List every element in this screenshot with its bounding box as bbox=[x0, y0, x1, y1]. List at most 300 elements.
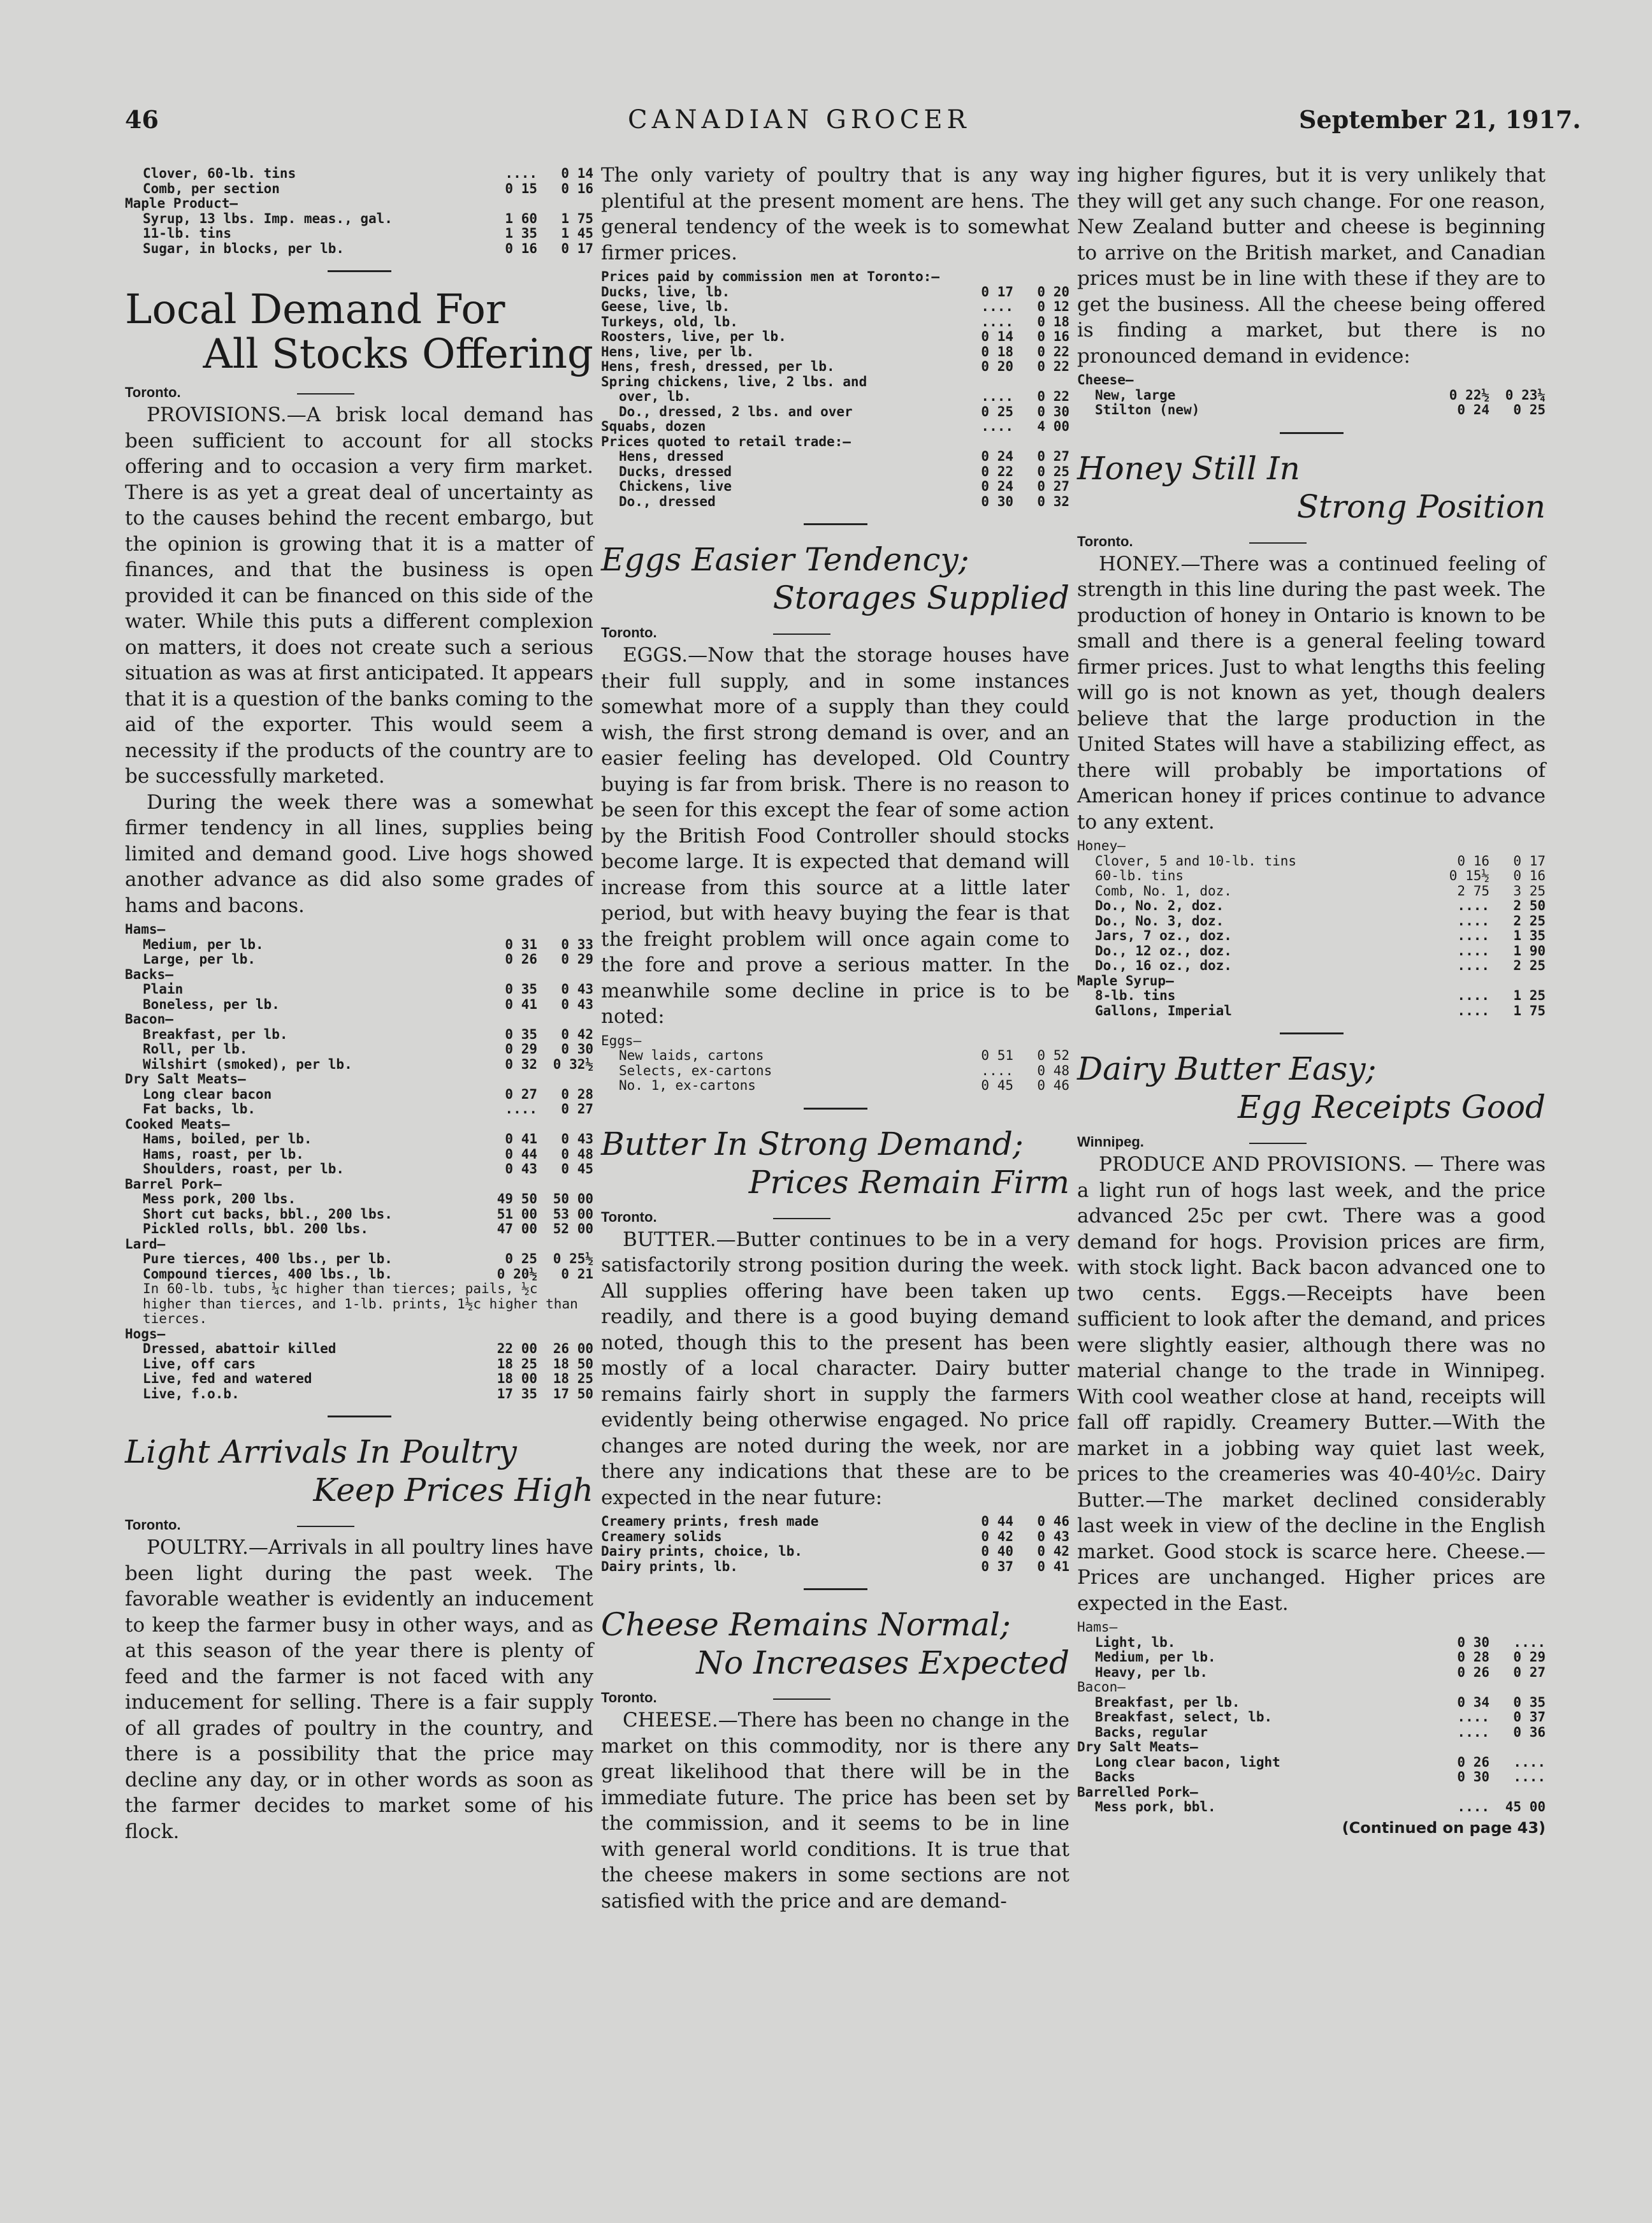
table-row bbox=[125, 242, 593, 257]
row-label: Creamery prints, fresh made bbox=[601, 1514, 819, 1529]
row-label: Geese, live, lb. bbox=[601, 300, 730, 314]
row-value-high bbox=[1495, 1680, 1546, 1695]
row-value-low: .... bbox=[981, 314, 1013, 329]
table-row bbox=[601, 315, 1069, 330]
row-value-low bbox=[962, 375, 1018, 390]
row-value-low: 0 16 bbox=[1457, 853, 1489, 869]
row-value-low: 0 25 bbox=[505, 1251, 537, 1266]
table-row bbox=[1077, 1755, 1546, 1770]
row-label: Do., 12 oz., doz. bbox=[1095, 943, 1232, 959]
row-value-low: 0 44 bbox=[981, 1514, 1013, 1529]
row-label: Honey— bbox=[1077, 839, 1126, 853]
price-table bbox=[125, 166, 593, 256]
row-value-high bbox=[1495, 974, 1546, 989]
table-row bbox=[1077, 839, 1546, 854]
row-value-low: 0 42 bbox=[981, 1528, 1013, 1544]
row-value-high: 0 43 bbox=[561, 1131, 593, 1147]
row-label: Do., No. 2, doz. bbox=[1095, 899, 1224, 913]
price-table bbox=[1077, 373, 1546, 418]
table-row bbox=[125, 1342, 593, 1357]
dateline: Toronto. bbox=[125, 384, 593, 402]
row-value-low: .... bbox=[1457, 913, 1489, 929]
table-row bbox=[601, 375, 1069, 390]
table-row bbox=[1077, 914, 1546, 929]
headline: Light Arrivals In Poultry Keep Prices High bbox=[125, 1433, 593, 1509]
row-value-low: 0 40 bbox=[981, 1544, 1013, 1559]
row-label: Comb, No. 1, doz. bbox=[1095, 883, 1232, 899]
table-row bbox=[1077, 373, 1546, 388]
row-value-low: 0 28 bbox=[1457, 1649, 1489, 1665]
table-row bbox=[601, 495, 1069, 510]
row-label: Do., No. 3, doz. bbox=[1095, 913, 1224, 929]
row-value-high: 0 22 bbox=[1037, 344, 1069, 359]
article-body: The only variety of poultry that is any way plentiful at the present moment are hens. The general tendency of the week is to somewhat firmer prices. bbox=[601, 164, 1069, 264]
row-value-low bbox=[962, 1034, 1018, 1049]
table-row bbox=[125, 1357, 593, 1372]
row-label: Pure tierces, 400 lbs., per lb. bbox=[143, 1252, 393, 1266]
row-value-low: .... bbox=[981, 389, 1013, 404]
row-value-low: .... bbox=[505, 1101, 537, 1117]
row-label: Hens, dressed bbox=[619, 449, 724, 464]
row-value-high: 0 23¼ bbox=[1505, 387, 1546, 403]
page-number: 46 bbox=[125, 105, 159, 134]
row-value-high: .... bbox=[1513, 1754, 1546, 1770]
row-value-low: 0 24 bbox=[981, 479, 1013, 494]
row-value-high: 0 43 bbox=[1037, 1528, 1069, 1544]
row-value-high: 0 46 bbox=[1037, 1078, 1069, 1093]
row-value-high: 0 27 bbox=[1037, 449, 1069, 464]
row-label: over, lb. bbox=[619, 389, 692, 404]
row-value-low: 0 32 bbox=[505, 1056, 537, 1072]
table-row bbox=[125, 1012, 593, 1027]
headline: Local Demand For All Stocks Offering bbox=[125, 286, 593, 378]
table-row bbox=[601, 1530, 1069, 1545]
row-label: Live, off cars bbox=[143, 1356, 256, 1372]
row-value-high bbox=[542, 1072, 593, 1087]
row-value-low: 0 35 bbox=[505, 1026, 537, 1042]
row-value-high: 0 32 bbox=[1037, 493, 1069, 509]
row-value-high: 0 16 bbox=[561, 180, 593, 196]
row-value-low: 47 00 bbox=[496, 1221, 537, 1236]
row-value-low: 49 50 bbox=[496, 1191, 537, 1206]
table-row bbox=[1077, 1800, 1546, 1815]
table-row bbox=[1077, 1680, 1546, 1695]
row-label: Chickens, live bbox=[619, 479, 732, 494]
row-value-low: 0 41 bbox=[505, 1131, 537, 1147]
row-value-low: .... bbox=[1457, 928, 1489, 943]
table-row bbox=[125, 1087, 593, 1103]
table-row bbox=[1077, 1635, 1546, 1651]
row-value-low: .... bbox=[981, 299, 1013, 314]
row-value-low: 0 43 bbox=[505, 1161, 537, 1177]
row-value-low: .... bbox=[1457, 898, 1489, 913]
row-value-low: 0 20 bbox=[981, 359, 1013, 374]
table-row bbox=[125, 182, 593, 197]
row-label: Mess pork, bbl. bbox=[1095, 1800, 1216, 1814]
row-value-low: 0 29 bbox=[505, 1041, 537, 1057]
row-value-low: 0 26 bbox=[1457, 1664, 1489, 1680]
table-row bbox=[601, 449, 1069, 465]
table-row bbox=[125, 196, 593, 212]
row-label: Hens, fresh, dressed, per lb. bbox=[601, 359, 835, 374]
row-label: Boneless, per lb. bbox=[143, 997, 280, 1012]
row-value-high: 4 00 bbox=[1037, 419, 1069, 434]
table-row bbox=[601, 1514, 1069, 1530]
row-label: Long clear bacon bbox=[143, 1087, 272, 1102]
row-value-low: 18 00 bbox=[496, 1371, 537, 1386]
row-value-high bbox=[1018, 375, 1069, 390]
row-value-high bbox=[542, 967, 593, 983]
row-value-high: 0 27 bbox=[561, 1101, 593, 1117]
row-value-high bbox=[1018, 435, 1069, 450]
row-value-low bbox=[486, 922, 542, 938]
row-value-high: 2 25 bbox=[1513, 913, 1546, 929]
price-table bbox=[601, 1034, 1069, 1094]
row-label: Hams— bbox=[1077, 1620, 1118, 1635]
dateline: Toronto. bbox=[601, 625, 1069, 642]
row-label: Heavy, per lb. bbox=[1095, 1665, 1208, 1680]
table-row bbox=[125, 967, 593, 983]
row-label: Creamery solids bbox=[601, 1529, 722, 1544]
row-value-high: 0 45 bbox=[561, 1161, 593, 1177]
row-value-high: 52 00 bbox=[553, 1221, 593, 1236]
row-label: Cooked Meats— bbox=[125, 1117, 230, 1132]
row-value-low: .... bbox=[1457, 943, 1489, 959]
row-label: Dairy prints, lb. bbox=[601, 1559, 738, 1574]
table-row bbox=[1077, 1665, 1546, 1681]
column-3 bbox=[1077, 163, 1546, 1837]
row-value-low: .... bbox=[981, 1062, 1013, 1078]
table-row bbox=[1077, 403, 1546, 418]
row-value-low: 0 24 bbox=[981, 449, 1013, 464]
row-value-low: 0 30 bbox=[1457, 1769, 1489, 1785]
row-label: Pickled rolls, bbl. 200 lbs. bbox=[143, 1222, 369, 1236]
row-label: Breakfast, per lb. bbox=[143, 1027, 288, 1042]
row-label: Bacon— bbox=[125, 1012, 173, 1027]
row-label: Stilton (new) bbox=[1095, 403, 1200, 417]
row-label: Roosters, live, per lb. bbox=[601, 329, 786, 344]
table-row bbox=[125, 938, 593, 953]
row-value-high: 1 45 bbox=[561, 226, 593, 241]
row-value-low: 0 35 bbox=[505, 981, 537, 997]
row-value-high: 1 75 bbox=[1513, 1003, 1546, 1018]
row-value-high: 0 30 bbox=[1037, 403, 1069, 419]
table-row bbox=[125, 1072, 593, 1087]
table-row bbox=[1077, 1785, 1546, 1800]
row-value-low: 1 60 bbox=[505, 210, 537, 226]
table-row bbox=[125, 1132, 593, 1147]
row-value-low: 0 25 bbox=[981, 403, 1013, 419]
row-value-high: 0 16 bbox=[1513, 868, 1546, 883]
row-value-high: 45 00 bbox=[1505, 1799, 1546, 1814]
row-value-low: 51 00 bbox=[496, 1206, 537, 1222]
row-value-high: 0 48 bbox=[1037, 1062, 1069, 1078]
table-row bbox=[125, 1147, 593, 1162]
column-2 bbox=[601, 163, 1069, 1914]
row-value-high: 26 00 bbox=[553, 1341, 593, 1356]
table-row bbox=[125, 1057, 593, 1073]
row-value-low bbox=[486, 1177, 542, 1192]
row-value-high: 0 29 bbox=[1513, 1649, 1546, 1665]
table-row bbox=[125, 997, 593, 1013]
row-value-low: 1 35 bbox=[505, 226, 537, 241]
row-value-low: 0 30 bbox=[981, 493, 1013, 509]
table-row bbox=[1077, 854, 1546, 869]
row-label: Selects, ex-cartons bbox=[619, 1063, 772, 1078]
headline: Eggs Easier Tendency; Storages Supplied bbox=[601, 541, 1069, 616]
table-row bbox=[601, 359, 1069, 375]
row-value-low: 0 15 bbox=[505, 180, 537, 196]
row-value-low: 0 51 bbox=[981, 1048, 1013, 1063]
table-row bbox=[125, 1117, 593, 1133]
row-value-low: .... bbox=[1457, 1709, 1489, 1725]
row-label: Spring chickens, live, 2 lbs. and bbox=[601, 374, 867, 389]
row-value-high bbox=[1495, 373, 1546, 388]
row-value-high: 0 25 bbox=[1037, 463, 1069, 479]
table-row bbox=[125, 212, 593, 227]
row-label: Do., 16 oz., doz. bbox=[1095, 959, 1232, 973]
row-value-high: 0 25½ bbox=[553, 1251, 593, 1266]
table-row bbox=[125, 1102, 593, 1117]
row-value-high: 1 35 bbox=[1513, 928, 1546, 943]
issue-date: September 21, 1917. bbox=[1299, 105, 1581, 134]
dateline: Toronto. bbox=[601, 1209, 1069, 1227]
row-value-low: .... bbox=[981, 419, 1013, 434]
row-label: Hogs— bbox=[125, 1326, 166, 1342]
row-value-high: 0 20 bbox=[1037, 284, 1069, 300]
row-label: Clover, 5 and 10-lb. tins bbox=[1095, 853, 1297, 869]
table-row bbox=[125, 226, 593, 242]
row-label: Plain bbox=[143, 982, 184, 997]
row-value-high: 0 30 bbox=[561, 1041, 593, 1057]
row-value-low bbox=[486, 1012, 542, 1027]
row-value-low: 0 20½ bbox=[496, 1266, 537, 1282]
table-row bbox=[1077, 929, 1546, 944]
article-body: EGGS.—Now that the storage houses have their full supply, and in some instances somewhat more of a supply than they could wish, the first strong demand is over, and an easier feeling has developed. Old Country buying is far from brisk. There is no reason to be seen for this except the fear of some action by the British Food Controller should stocks become large. It is expected that demand will increase from this source at a little later period, but with heavy buying the fear is that the freight problem will once again come to the fore and prove a serious matter. In the meanwhile some decline in price is to be noted: bbox=[601, 644, 1069, 1028]
section-rule bbox=[328, 1416, 391, 1417]
row-value-high: 0 12 bbox=[1037, 299, 1069, 314]
row-value-high: 0 46 bbox=[1037, 1514, 1069, 1529]
row-value-high: .... bbox=[1513, 1634, 1546, 1650]
row-value-high bbox=[542, 1117, 593, 1133]
row-label: No. 1, ex-cartons bbox=[619, 1078, 756, 1093]
row-value-high: 0 35 bbox=[1513, 1694, 1546, 1710]
row-label: Long clear bacon, light bbox=[1095, 1755, 1280, 1770]
row-label: Hens, live, per lb. bbox=[601, 344, 755, 359]
row-value-low: 0 37 bbox=[981, 1558, 1013, 1574]
section-rule bbox=[1280, 1032, 1344, 1034]
table-row bbox=[601, 285, 1069, 300]
row-value-low: 0 18 bbox=[981, 344, 1013, 359]
row-value-high: 17 50 bbox=[553, 1386, 593, 1401]
row-label: Dry Salt Meats— bbox=[1077, 1740, 1198, 1755]
table-row bbox=[1077, 988, 1546, 1004]
table-row bbox=[1077, 1740, 1546, 1755]
row-value-high: 0 37 bbox=[1513, 1709, 1546, 1725]
row-value-high: 0 48 bbox=[561, 1146, 593, 1162]
row-value-high: 0 25 bbox=[1513, 402, 1546, 417]
table-row bbox=[601, 329, 1069, 345]
row-value-low: .... bbox=[1457, 1799, 1489, 1814]
row-label: Compound tierces, 400 lbs., lb. bbox=[143, 1266, 393, 1282]
row-label: Hams, boiled, per lb. bbox=[143, 1132, 312, 1147]
row-value-low bbox=[486, 196, 542, 212]
row-value-high: 50 00 bbox=[553, 1191, 593, 1206]
row-value-low bbox=[1438, 1740, 1495, 1755]
row-value-low bbox=[486, 967, 542, 983]
row-value-high bbox=[542, 196, 593, 212]
table-row bbox=[601, 270, 1069, 285]
row-label: Prices paid by commission men at Toronto:— bbox=[601, 270, 940, 284]
table-row bbox=[601, 405, 1069, 420]
row-label: Dressed, abattoir killed bbox=[143, 1342, 337, 1356]
article-body: BUTTER.—Butter continues to be in a very satisfactorily strong position during the week. All supplies offering have been taken up readily, and there is a good buying demand noted, though this to the present has been mostly of a local character. Dairy butter remains fairly short in supply the farmers evidently being otherwise engaged. No price changes are noted during the week, nor are there any indications that these are to be expected in the near future: bbox=[601, 1227, 1069, 1509]
table-row bbox=[601, 1544, 1069, 1560]
row-value-high bbox=[542, 1177, 593, 1192]
row-value-high bbox=[542, 922, 593, 938]
dateline: Winnipeg. bbox=[1077, 1134, 1546, 1152]
row-label: New, large bbox=[1095, 387, 1176, 403]
row-value-high: 0 16 bbox=[1037, 329, 1069, 344]
row-value-high: 1 75 bbox=[561, 210, 593, 226]
row-value-high: 0 22 bbox=[1037, 389, 1069, 404]
row-label: Maple Product— bbox=[125, 196, 238, 211]
row-label: Do., dressed bbox=[619, 494, 716, 509]
column-1 bbox=[125, 163, 593, 1844]
table-row bbox=[125, 1162, 593, 1177]
row-value-low: 2 75 bbox=[1457, 883, 1489, 899]
table-row bbox=[601, 479, 1069, 495]
continued-note: (Continued on page 43) bbox=[1342, 1818, 1546, 1837]
table-row bbox=[1077, 1710, 1546, 1725]
row-label: Ducks, live, lb. bbox=[601, 284, 730, 300]
table-row bbox=[1077, 1695, 1546, 1711]
table-row bbox=[125, 1237, 593, 1252]
row-label: Large, per lb. bbox=[143, 952, 256, 967]
row-value-low bbox=[1438, 373, 1495, 388]
row-value-low: 18 25 bbox=[496, 1356, 537, 1372]
row-value-low: 22 00 bbox=[496, 1341, 537, 1356]
row-value-high: 2 25 bbox=[1513, 958, 1546, 973]
table-row bbox=[1077, 1725, 1546, 1741]
article-body: CHEESE.—There has been no change in the market on this commodity, nor is there any great likelihood that there will be in the immediate future. The price has been set by the commission, and it seems to be in line with general world conditions. It is true that the cheese makers in some sections are not satisfied with the price and are demand- bbox=[601, 1709, 1069, 1913]
table-row bbox=[125, 1177, 593, 1192]
table-row bbox=[1077, 944, 1546, 959]
table-row bbox=[125, 982, 593, 997]
row-value-low: 0 16 bbox=[505, 240, 537, 256]
article-body: ing higher figures, but it is very unlikely that they will get any such change. For one reason, New Zealand butter and cheese is beginning to arrive on the British market, and Canadian prices must be in line with these if they are to get the business. All the cheese being offered is finding a market, but there is no pronounced demand in evidence: bbox=[1077, 164, 1546, 368]
headline: Cheese Remains Normal; No Increases Expected bbox=[601, 1606, 1069, 1681]
row-value-high: 0 33 bbox=[561, 936, 593, 952]
row-label: Maple Syrup— bbox=[1077, 973, 1174, 988]
row-value-high bbox=[1495, 839, 1546, 854]
row-value-low bbox=[1438, 1785, 1495, 1800]
price-table bbox=[1077, 839, 1546, 1018]
row-value-high bbox=[542, 1012, 593, 1027]
table-row bbox=[601, 435, 1069, 450]
row-value-high: 0 27 bbox=[1513, 1664, 1546, 1680]
row-value-high bbox=[1018, 1034, 1069, 1049]
row-value-high bbox=[1495, 1740, 1546, 1755]
table-row bbox=[125, 1192, 593, 1207]
table-row bbox=[1077, 869, 1546, 884]
table-row bbox=[1077, 974, 1546, 989]
row-value-low bbox=[962, 270, 1018, 285]
table-row bbox=[1077, 388, 1546, 403]
row-value-high: 0 17 bbox=[1513, 853, 1546, 869]
dateline: Toronto. bbox=[601, 1690, 1069, 1707]
row-label: Eggs— bbox=[601, 1033, 642, 1048]
row-value-low: 0 44 bbox=[505, 1146, 537, 1162]
row-value-low: .... bbox=[1457, 958, 1489, 973]
row-label: Backs— bbox=[125, 967, 173, 982]
row-value-low: 17 35 bbox=[496, 1386, 537, 1401]
article-body: PRODUCE AND PROVISIONS. — There was a light run of hogs last week, and the price advanced 25c per cwt. There was a good demand for hogs. Provision prices are firm, with stock light. Back bacon advanced one to two cents. Eggs.—Receipts have been sufficient to look after the demand, and prices were slightly easier, although there was no material change to the trade in Winnipeg. With cool weather close at hand, receipts will fall off rapidly. Creamery Butter.—With the market in a jobbing way quiet last week, prices to the creameries was 40-40½c. Dairy Butter.—The market declined considerably last week in view of the decline in the English market. Good stock is scarce here. Cheese.—Prices are unchanged. Higher prices are expected in the East. bbox=[1077, 1153, 1546, 1615]
row-value-high: 0 32½ bbox=[553, 1056, 593, 1072]
row-label: Medium, per lb. bbox=[143, 937, 264, 952]
row-label: Short cut backs, bbl., 200 lbs. bbox=[143, 1206, 393, 1222]
row-label: Turkeys, old, lb. bbox=[601, 314, 738, 329]
table-row bbox=[601, 1560, 1069, 1575]
headline: Honey Still In Strong Position bbox=[1077, 449, 1546, 525]
table-row bbox=[1077, 884, 1546, 899]
section-rule bbox=[804, 523, 867, 525]
row-label: Jars, 7 oz., doz. bbox=[1095, 929, 1232, 943]
row-value-high: 0 43 bbox=[561, 981, 593, 997]
row-value-low bbox=[486, 1117, 542, 1133]
row-label: Cheese— bbox=[1077, 373, 1134, 387]
row-value-high: 0 22 bbox=[1037, 359, 1069, 374]
section-rule bbox=[1280, 432, 1344, 434]
table-row bbox=[125, 166, 593, 182]
row-value-low bbox=[486, 1327, 542, 1342]
row-value-high: 0 17 bbox=[561, 240, 593, 256]
row-label: Syrup, 13 lbs. Imp. meas., gal. bbox=[143, 211, 393, 226]
row-label: Lard— bbox=[125, 1236, 166, 1252]
row-value-high: 0 42 bbox=[561, 1026, 593, 1042]
row-label: Barrelled Pork— bbox=[1077, 1785, 1198, 1800]
price-table bbox=[601, 1514, 1069, 1574]
row-value-low: 0 24 bbox=[1457, 402, 1489, 417]
row-value-low: 0 15½ bbox=[1449, 868, 1489, 883]
headline: Butter In Strong Demand; Prices Remain Firm bbox=[601, 1125, 1069, 1201]
row-value-high: 0 52 bbox=[1037, 1048, 1069, 1063]
row-value-high: 0 14 bbox=[561, 166, 593, 181]
row-label: Shoulders, roast, per lb. bbox=[143, 1162, 345, 1177]
row-value-high bbox=[1495, 1785, 1546, 1800]
row-value-high: 18 50 bbox=[553, 1356, 593, 1372]
row-label: Sugar, in blocks, per lb. bbox=[143, 241, 345, 256]
row-value-high: 1 90 bbox=[1513, 943, 1546, 959]
row-label: New laids, cartons bbox=[619, 1048, 764, 1063]
row-value-low bbox=[1438, 839, 1495, 854]
row-label: Mess pork, 200 lbs. bbox=[143, 1192, 296, 1206]
row-label: Barrel Pork— bbox=[125, 1177, 222, 1192]
row-value-low: .... bbox=[505, 166, 537, 181]
price-table bbox=[125, 922, 593, 1401]
table-row bbox=[1077, 1770, 1546, 1785]
row-label: Fat backs, lb. bbox=[143, 1102, 256, 1117]
row-value-low bbox=[962, 435, 1018, 450]
row-label: Medium, per lb. bbox=[1095, 1650, 1216, 1665]
row-label: Backs bbox=[1095, 1770, 1136, 1785]
row-value-high: 0 36 bbox=[1513, 1724, 1546, 1740]
row-value-high: 53 00 bbox=[553, 1206, 593, 1222]
row-value-low: 0 31 bbox=[505, 936, 537, 952]
row-value-high: 2 50 bbox=[1513, 898, 1546, 913]
article-body: POULTRY.—Arrivals in all poultry lines have been light during the past week. The favorable weather is evidently an inducement to keep the farmer busy in other ways, and as at this season of the year there is plenty of feed and the farmer is not faced with any inducement for selling. There is a fair supply of all grades of poultry in the country, and there is a possibility that the price may decline any day, or in other words as soon as the farmer decides to market some of his flock. bbox=[125, 1536, 593, 1843]
row-label: Hams, roast, per lb. bbox=[143, 1147, 304, 1162]
